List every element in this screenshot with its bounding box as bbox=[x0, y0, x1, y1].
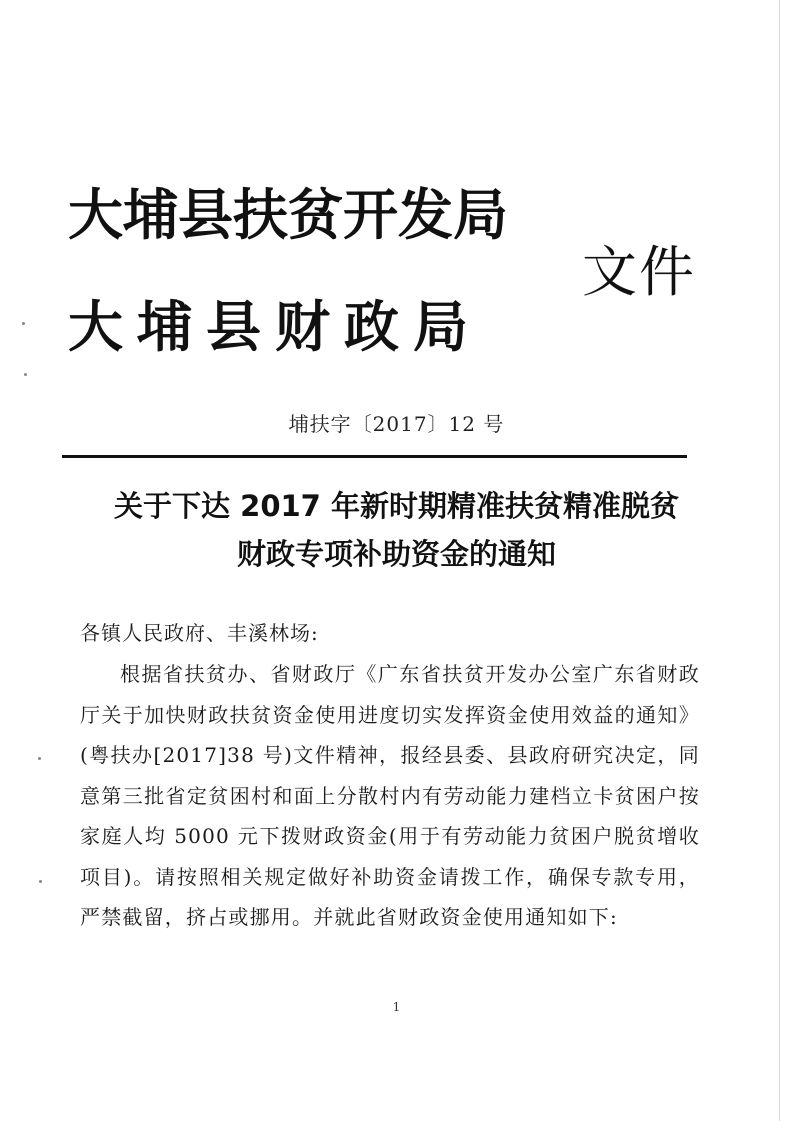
issuer-name-finance-bureau: 大埔县财政局 bbox=[68, 295, 483, 359]
body-paragraph: 根据省扶贫办、省财政厅《广东省扶贫开发办公室广东省财政厅关于加快财政扶贫资金使用进度切实发挥资金使用效益的通知》(粤扶办[2017]38 号)文件精神，报经县委、县政府研究决定，同意第三批省定贫困村和面上分散村内有劳动能力建档立卡贫困户按家庭人均 5000 元下拨财政资金(用于有劳动能力贫困户脱贫增收项目)。请按照相关规定做好补助资金请拨工作，确保专款专用，严禁截留，挤占或挪用。并就此省财政资金使用通知如下: bbox=[80, 662, 700, 929]
document-number: 埔扶字〔2017〕12 号 bbox=[288, 412, 505, 436]
scan-speck bbox=[38, 757, 41, 760]
issuer-name-poverty-office: 大埔县扶贫开发局 bbox=[68, 183, 509, 247]
header-divider bbox=[62, 455, 687, 458]
scan-speck bbox=[24, 373, 27, 376]
title-line-2: 财政专项补助资金的通知 bbox=[236, 537, 556, 571]
letterhead bbox=[68, 172, 728, 372]
scan-speck bbox=[39, 880, 42, 883]
title-line-1: 关于下达 2017 年新时期精准扶贫精准脱贫 bbox=[114, 489, 679, 523]
salutation: 各镇人民政府、丰溪林场: bbox=[80, 621, 319, 645]
scan-speck bbox=[22, 322, 25, 325]
page-number: 1 bbox=[392, 1000, 401, 1014]
document-suffix: 文件 bbox=[582, 240, 697, 304]
